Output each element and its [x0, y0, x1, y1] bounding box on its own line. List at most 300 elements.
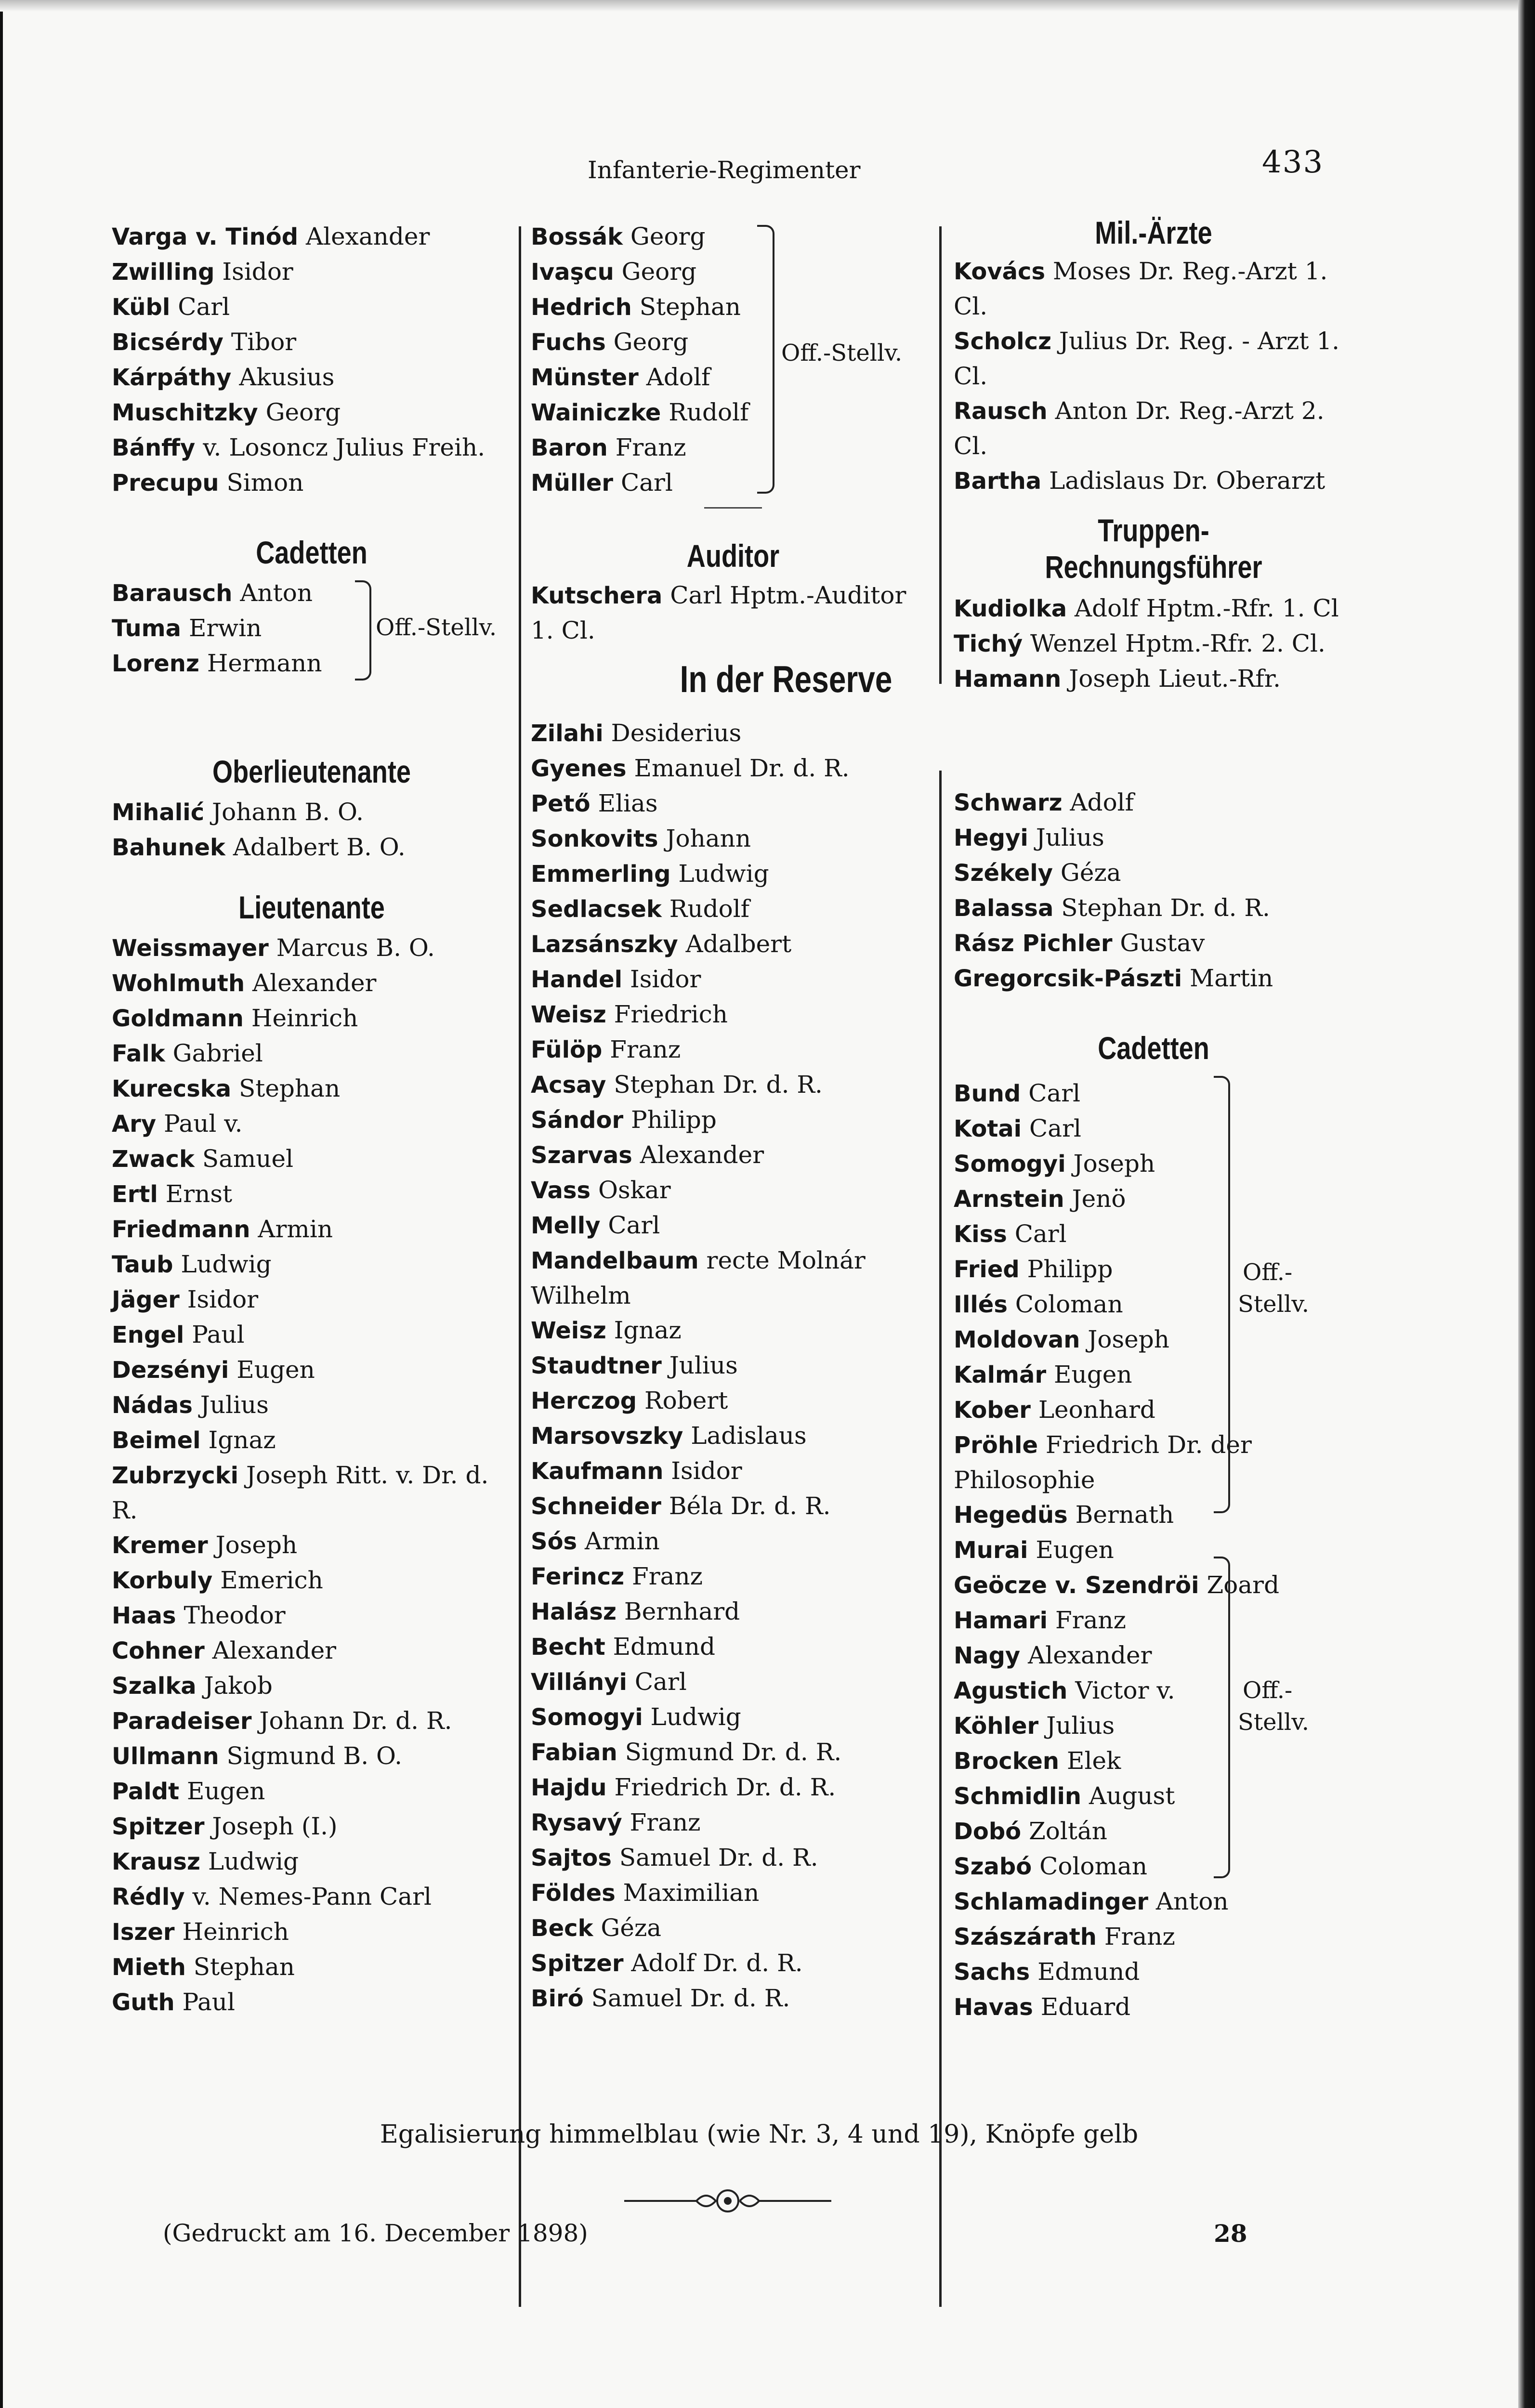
given-name: Alexander — [212, 1636, 337, 1664]
given-name: Carl — [608, 1211, 660, 1239]
list-item — [112, 1703, 512, 1739]
surname: Kárpáthy — [112, 364, 232, 391]
list-item — [112, 795, 512, 830]
list-item — [531, 962, 935, 997]
surname: Sachs — [954, 1959, 1030, 1986]
list-item — [112, 1352, 512, 1387]
surname: Korbuly — [112, 1567, 213, 1594]
list-item — [954, 1252, 1353, 1287]
lt-list — [112, 930, 512, 2020]
surname: Varga v. Tinód — [112, 223, 299, 250]
given-name: Georg — [265, 398, 341, 426]
given-name: Carl — [178, 293, 230, 321]
list-item — [531, 1348, 935, 1383]
given-name: Julius — [669, 1351, 738, 1379]
list-item — [531, 1243, 935, 1313]
surname: Köhler — [954, 1713, 1039, 1740]
list-item — [112, 430, 512, 465]
surname: Haas — [112, 1602, 176, 1629]
list-item — [954, 1954, 1353, 1989]
given-name: Joseph Ritt. v. Dr. d. R. — [112, 1461, 489, 1524]
surname: Bund — [954, 1080, 1021, 1107]
section-title-lieutenante: Lieutenante — [238, 890, 385, 925]
list-item — [954, 254, 1353, 324]
given-name: Simon — [226, 469, 304, 497]
column-rule-1 — [519, 226, 521, 2307]
list-item — [112, 1317, 512, 1352]
given-name: Eugen — [186, 1777, 265, 1805]
surname: Spitzer — [112, 1813, 205, 1840]
given-name: Samuel Dr. d. R. — [619, 1844, 818, 1871]
surname: Beimel — [112, 1427, 201, 1454]
aerzte-list — [954, 254, 1353, 498]
given-name: Franz — [615, 433, 686, 461]
surname: Somogyi — [954, 1151, 1066, 1178]
given-name: Stephan — [639, 293, 741, 321]
surname: Fülöp — [531, 1036, 603, 1063]
given-name: Ignaz — [208, 1426, 276, 1454]
surname: Tichý — [954, 630, 1023, 657]
given-name: Alexander — [252, 969, 377, 997]
surname: Kiss — [954, 1221, 1007, 1248]
surname: Szabó — [954, 1853, 1032, 1880]
column-right — [954, 214, 1353, 2025]
list-item — [112, 1985, 512, 2020]
list-item — [112, 1071, 512, 1106]
given-name: Georg — [630, 222, 706, 250]
given-name: Stephan Dr. d. R. — [614, 1071, 823, 1099]
section-title-cadetten: Cadetten — [256, 535, 367, 570]
surname: Emmerling — [531, 861, 671, 888]
given-name: Friedrich Dr. der Philosophie — [954, 1431, 1252, 1494]
surname: Balassa — [954, 895, 1054, 922]
surname: Jäger — [112, 1286, 180, 1313]
list-item — [112, 1739, 512, 1774]
list-item — [531, 1313, 935, 1348]
surname: Marsovszky — [531, 1423, 683, 1450]
given-name: Franz — [1104, 1923, 1175, 1950]
given-name: Ernst — [165, 1180, 233, 1208]
given-name: Bernath — [1075, 1501, 1174, 1529]
surname: Falk — [112, 1040, 165, 1067]
surname: Goldmann — [112, 1005, 244, 1032]
surname: Schwarz — [954, 789, 1063, 816]
surname: Tuma — [112, 615, 182, 642]
given-name: Ignaz — [614, 1316, 682, 1344]
given-name: Adolf — [646, 363, 710, 391]
list-item — [531, 1700, 935, 1735]
rf-list — [954, 591, 1353, 696]
surname: Staudtner — [531, 1352, 662, 1379]
surname: Székely — [954, 860, 1053, 887]
list-item — [112, 830, 512, 865]
given-name: Joseph — [1073, 1150, 1155, 1178]
cadetten-reserve-group-a — [954, 1076, 1353, 1532]
section-title-rechnungsfuehrer: Truppen-Rechnungsführer — [1045, 512, 1262, 585]
surname: Dezsényi — [112, 1357, 229, 1384]
given-name: recte Molnár Wilhelm — [531, 1246, 866, 1309]
surname: Becht — [531, 1634, 605, 1661]
given-name: Eugen — [1054, 1361, 1132, 1388]
given-name: Adolf Dr. d. R. — [631, 1949, 803, 1977]
list-item — [954, 1427, 1353, 1497]
given-name: Emanuel Dr. d. R. — [634, 754, 850, 782]
given-name: Carl — [634, 1668, 687, 1696]
given-name: Joseph — [1088, 1325, 1169, 1353]
list-item — [531, 1559, 935, 1594]
given-name: Alexander — [640, 1141, 764, 1169]
surname: Sós — [531, 1528, 577, 1555]
given-name: Stephan — [239, 1074, 341, 1102]
egalisierung-note: Egalisierung himmelblau (wie Nr. 3, 4 und 19), Knöpfe gelb — [380, 2120, 1139, 2149]
surname: Sonkovits — [531, 825, 658, 852]
page-number: 433 — [1262, 144, 1324, 180]
surname: Kübl — [112, 294, 171, 321]
surname: Lazsánszky — [531, 931, 678, 958]
given-name: Edmund — [1037, 1958, 1140, 1986]
list-item — [531, 1383, 935, 1418]
given-name: Isidor — [630, 965, 701, 993]
list-item — [531, 751, 935, 786]
oberlt-list — [112, 795, 512, 865]
given-name: Alexander — [305, 222, 430, 250]
list-item — [954, 890, 1353, 926]
section-title-oberlieutenante: Oberlieutenante — [212, 754, 411, 789]
list-item — [112, 1282, 512, 1317]
list-item — [112, 1528, 512, 1563]
list-item — [954, 1076, 1353, 1111]
list-item — [531, 1805, 935, 1840]
list-item — [954, 1638, 1353, 1673]
surname: Fried — [954, 1256, 1020, 1283]
list-item — [531, 1067, 935, 1102]
surname: Kaufmann — [531, 1458, 664, 1485]
given-name: Akusius — [239, 363, 335, 391]
given-name: Eugen — [1036, 1536, 1114, 1564]
list-item — [531, 1629, 935, 1664]
list-item — [112, 1774, 512, 1809]
list-item — [112, 395, 512, 430]
list-item — [531, 1453, 935, 1489]
list-item — [531, 1946, 935, 1981]
list-item — [531, 891, 935, 927]
given-name: Adolf Hptm.-Rfr. 1. Cl — [1074, 594, 1339, 622]
given-name: Georg — [613, 328, 689, 356]
list-item — [112, 1212, 512, 1247]
given-name: Carl — [1028, 1079, 1081, 1107]
surname: Friedmann — [112, 1216, 250, 1243]
given-name: Johann B. O. — [212, 798, 364, 826]
list-item — [531, 465, 935, 500]
list-item — [954, 1814, 1353, 1849]
given-name: Béla Dr. d. R. — [669, 1492, 831, 1520]
running-header: Infanterie-Regimenter — [588, 156, 861, 184]
surname: Acsay — [531, 1072, 606, 1099]
surname: Vass — [531, 1177, 591, 1204]
list-item — [531, 1138, 935, 1173]
list-item — [531, 1594, 935, 1629]
section-title-cadetten-reserve: Cadetten — [1098, 1030, 1209, 1066]
list-item — [112, 1668, 512, 1703]
surname: Kalmár — [954, 1361, 1047, 1388]
list-item — [954, 1392, 1353, 1427]
given-name: Géza — [601, 1914, 662, 1942]
list-item — [112, 254, 512, 289]
list-item — [954, 1673, 1353, 1708]
brace-label: Off.-Stellv. — [781, 340, 903, 366]
list-item — [112, 576, 512, 611]
given-name: Theodor — [184, 1601, 286, 1629]
list-item — [954, 626, 1353, 661]
surname: Bahunek — [112, 834, 225, 861]
given-name: Sigmund B. O. — [226, 1742, 402, 1770]
list-item — [531, 997, 935, 1032]
list-item — [954, 785, 1353, 820]
given-name: Friedrich — [614, 1000, 728, 1028]
surname: Sajtos — [531, 1845, 612, 1871]
list-item — [112, 1106, 512, 1141]
list-item — [531, 1664, 935, 1700]
surname: Zubrzycki — [112, 1462, 239, 1489]
list-item — [531, 430, 935, 465]
auditor-rest: Carl Hptm.-Auditor 1. Cl. — [531, 581, 906, 644]
list-item — [954, 591, 1353, 626]
surname: Zilahi — [531, 720, 604, 747]
given-name: Julius — [1036, 824, 1104, 851]
surname: Nagy — [954, 1642, 1021, 1669]
given-name: Moses Dr. Reg.-Arzt 1. Cl. — [954, 257, 1328, 320]
stellv-group — [531, 219, 935, 500]
surname: Rausch — [954, 398, 1048, 425]
list-item — [112, 1879, 512, 1914]
surname: Precupu — [112, 470, 219, 497]
list-item — [112, 1563, 512, 1598]
brace-label-1: Off.- — [1243, 1259, 1293, 1286]
list-item — [112, 1950, 512, 1985]
list-item — [112, 1809, 512, 1844]
given-name: Julius — [200, 1391, 269, 1419]
given-name: Ludwig — [650, 1703, 741, 1731]
given-name: Anton — [1155, 1887, 1229, 1915]
list-item — [954, 1919, 1353, 1954]
signature-mark: 28 — [1214, 2219, 1247, 2248]
section-title-reserve: In der Reserve — [680, 658, 892, 700]
list-item — [954, 1497, 1353, 1532]
given-name: v. Nemes-Pann Carl — [192, 1883, 432, 1911]
cadetten-reserve-group-b — [954, 1532, 1353, 2025]
given-name: Eduard — [1040, 1993, 1131, 2021]
surname: Geöcze v. Szendröi — [954, 1572, 1199, 1599]
surname: Arnstein — [954, 1186, 1064, 1213]
list-item — [531, 395, 935, 430]
surname: Gyenes — [531, 755, 627, 782]
surname: Ullmann — [112, 1743, 219, 1770]
given-name: Heinrich — [182, 1918, 289, 1946]
surname: Mandelbaum — [531, 1247, 699, 1274]
column-left — [112, 219, 512, 2020]
given-name: Franz — [632, 1562, 703, 1590]
surname: Halász — [531, 1598, 617, 1625]
list-item — [112, 930, 512, 966]
given-name: Carl — [620, 469, 673, 497]
brace — [757, 225, 774, 494]
surname: Gregorcsik-Pászti — [954, 965, 1182, 992]
list-item — [112, 1001, 512, 1036]
surname: Handel — [531, 966, 623, 993]
given-name: Joseph — [215, 1531, 298, 1559]
cadetten-b-list — [954, 1532, 1353, 2025]
list-item — [531, 856, 935, 891]
surname: Ertl — [112, 1181, 158, 1208]
given-name: Franz — [630, 1808, 701, 1836]
surname: Ary — [112, 1111, 157, 1138]
surname: Cohner — [112, 1637, 205, 1664]
brace-label-1: Off.- — [1243, 1677, 1293, 1704]
given-name: Ludwig — [208, 1847, 299, 1875]
separator — [704, 507, 762, 509]
given-name: Philipp — [631, 1106, 717, 1134]
given-name: Heinrich — [251, 1004, 358, 1032]
list-item — [531, 1032, 935, 1067]
given-name: Leonhard — [1038, 1396, 1155, 1424]
scan-top-edge — [0, 0, 1522, 12]
surname: Zwilling — [112, 259, 215, 286]
list-item — [531, 1208, 935, 1243]
given-name: Victor v. — [1075, 1676, 1175, 1704]
given-name: Elias — [598, 789, 658, 817]
surname: Beck — [531, 1915, 593, 1942]
given-name: Maximilian — [623, 1879, 760, 1907]
given-name: Franz — [1055, 1606, 1126, 1634]
surname: Agustich — [954, 1677, 1068, 1704]
list-item — [112, 289, 512, 325]
surname: Schlamadinger — [954, 1888, 1149, 1915]
surname: Hegedüs — [954, 1502, 1068, 1529]
given-name: Oskar — [598, 1176, 671, 1204]
list-item — [531, 1173, 935, 1208]
surname: Biró — [531, 1985, 584, 2012]
given-name: Rudolf — [669, 895, 750, 923]
surname: Barausch — [112, 580, 233, 607]
list-item — [954, 855, 1353, 890]
surname: Brocken — [954, 1748, 1060, 1775]
given-name: Stephan Dr. d. R. — [1061, 894, 1270, 922]
list-item — [531, 1875, 935, 1911]
list-item — [531, 254, 935, 289]
given-name: August — [1089, 1782, 1175, 1810]
cadetten-group — [112, 576, 512, 681]
given-name: Eugen — [236, 1356, 315, 1384]
given-name: Carl — [1029, 1114, 1081, 1142]
list-item — [531, 1981, 935, 2016]
given-name: Samuel — [202, 1145, 294, 1173]
list-item — [954, 1884, 1353, 1919]
given-name: Johann Dr. d. R. — [259, 1707, 452, 1735]
brace-label-2: Stellv. — [1238, 1709, 1309, 1736]
list-item — [954, 1146, 1353, 1181]
list-item — [112, 465, 512, 500]
surname: Sándor — [531, 1107, 624, 1134]
given-name: Johann — [666, 824, 751, 852]
list-item — [112, 1036, 512, 1071]
surname: Pető — [531, 790, 590, 817]
printed-date: (Gedruckt am 16. December 1898) — [163, 2219, 588, 2247]
surname: Sedlacsek — [531, 896, 662, 923]
surname: Lorenz — [112, 650, 199, 677]
given-name: Franz — [610, 1035, 681, 1063]
given-name: Julius — [1046, 1712, 1115, 1740]
brace — [1214, 1076, 1230, 1513]
list-item — [112, 1598, 512, 1633]
surname: Mieth — [112, 1954, 186, 1981]
surname: Münster — [531, 364, 639, 391]
list-item — [954, 1568, 1353, 1603]
list-item — [112, 1387, 512, 1423]
given-name: Ladislaus Dr. Oberarzt — [1049, 467, 1325, 495]
surname: Muschitzky — [112, 399, 258, 426]
surname: Zwack — [112, 1146, 195, 1173]
surname: Müller — [531, 470, 614, 497]
given-name: Friedrich Dr. d. R. — [614, 1773, 836, 1801]
list-item — [954, 393, 1353, 463]
section-title-auditor: Auditor — [686, 538, 780, 574]
list-item — [954, 926, 1353, 961]
surname: Mihalić — [112, 799, 205, 826]
list-item — [531, 786, 935, 821]
given-name: Isidor — [222, 258, 293, 286]
surname: Pröhle — [954, 1432, 1038, 1459]
given-name: Tibor — [231, 328, 297, 356]
list-item — [954, 1849, 1353, 1884]
auditor-surname: Kutschera — [531, 582, 663, 609]
surname: Scholcz — [954, 328, 1052, 355]
given-name: Zoltán — [1029, 1817, 1108, 1845]
surname: Engel — [112, 1322, 184, 1348]
list-item — [954, 1357, 1353, 1392]
surname: Bartha — [954, 468, 1042, 495]
reserve-list-right — [954, 785, 1353, 996]
given-name: Paul — [192, 1321, 245, 1348]
surname: Illés — [954, 1291, 1008, 1318]
surname: Paldt — [112, 1778, 180, 1805]
given-name: Isidor — [187, 1285, 259, 1313]
given-name: Adolf — [1070, 788, 1134, 816]
given-name: Ludwig — [181, 1250, 272, 1278]
list-item — [954, 1111, 1353, 1146]
surname: Weisz — [531, 1317, 606, 1344]
given-name: Desiderius — [611, 719, 742, 747]
list-item — [531, 1418, 935, 1453]
list-item — [954, 961, 1353, 996]
list-item — [531, 1489, 935, 1524]
list-item — [112, 1423, 512, 1458]
surname: Szarvas — [531, 1142, 632, 1169]
list-item — [531, 716, 935, 751]
section-title-aerzte: Mil.-Ärzte — [1095, 215, 1212, 250]
given-name: Martin — [1190, 964, 1273, 992]
surname: Kudiolka — [954, 595, 1067, 622]
given-name: Gustav — [1120, 929, 1205, 957]
list-item — [531, 1911, 935, 1946]
given-name: Samuel Dr. d. R. — [591, 1984, 790, 2012]
surname: Rysavý — [531, 1809, 622, 1836]
surname: Murai — [954, 1537, 1028, 1564]
surname: Szászárath — [954, 1924, 1097, 1950]
surname: Wainiczke — [531, 399, 661, 426]
list-item — [112, 219, 512, 254]
given-name: Anton — [240, 579, 313, 607]
list-item — [954, 1779, 1353, 1814]
